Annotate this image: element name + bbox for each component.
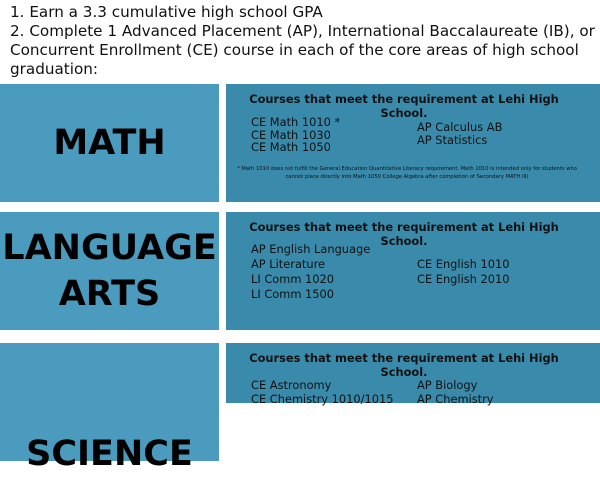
- subject-label-text: SCIENCE: [26, 434, 193, 474]
- course-item: AP Biology: [417, 378, 478, 392]
- courses-heading: Courses that meet the requirement at Lehi High School.: [249, 351, 559, 379]
- language-arts-right-courses: [417, 257, 510, 287]
- course-item: CE English 1010: [417, 257, 510, 271]
- science-right-courses: [417, 378, 494, 406]
- course-item: CE Math 1010 *: [251, 115, 341, 129]
- course-item: AP Literature: [251, 257, 326, 271]
- course-item: CE Astronomy: [251, 378, 332, 392]
- courses-heading: Courses that meet the requirement at Lehi High School.: [249, 92, 559, 120]
- math-left-courses: [251, 116, 340, 154]
- courses-heading: Courses that meet the requirement at Lehi High School.: [249, 220, 559, 248]
- intro-text: [10, 3, 595, 79]
- science-section: [0, 343, 600, 474]
- requirement-courses: 2. Complete 1 Advanced Placement (AP), International Baccalaureate (IB), or Concurrent Enrollment (CE) course in each of the core areas of high school graduation:: [10, 22, 595, 78]
- math-courses-panel: [226, 84, 600, 202]
- course-item: LI Comm 1500: [251, 287, 335, 301]
- language-arts-section: [0, 212, 600, 330]
- requirement-gpa: 1. Earn a 3.3 cumulative high school GPA: [10, 3, 323, 21]
- language-arts-left-courses: [251, 242, 370, 302]
- science-left-courses: [251, 378, 393, 406]
- subject-label-language-arts: LANGUAGE ARTS: [0, 212, 219, 330]
- subject-label-science: [0, 343, 219, 474]
- language-arts-courses-panel: [226, 212, 600, 330]
- course-item: AP Calculus AB: [417, 120, 503, 134]
- math-right-courses: [417, 121, 502, 146]
- course-item: AP Chemistry: [417, 392, 494, 406]
- course-item: AP English Language: [251, 242, 371, 256]
- course-item: LI Comm 1020: [251, 272, 335, 286]
- course-item: CE Math 1050: [251, 140, 331, 154]
- math-footnote: * Math 1010 does not fulfill the General Education Quantitative Literacy requirement. Math 1010 is intended only for students who cannot place directly into Math 1050 College Algebra after completion of Secondary MATH III): [237, 166, 577, 180]
- course-item: AP Statistics: [417, 132, 488, 147]
- math-section: [0, 84, 600, 202]
- course-item: CE Chemistry 1010/1015: [251, 392, 394, 406]
- subject-label-math: MATH: [0, 84, 219, 202]
- course-item: CE Math 1030: [251, 127, 331, 142]
- science-courses-panel: [226, 343, 600, 406]
- course-item: CE English 2010: [417, 272, 510, 286]
